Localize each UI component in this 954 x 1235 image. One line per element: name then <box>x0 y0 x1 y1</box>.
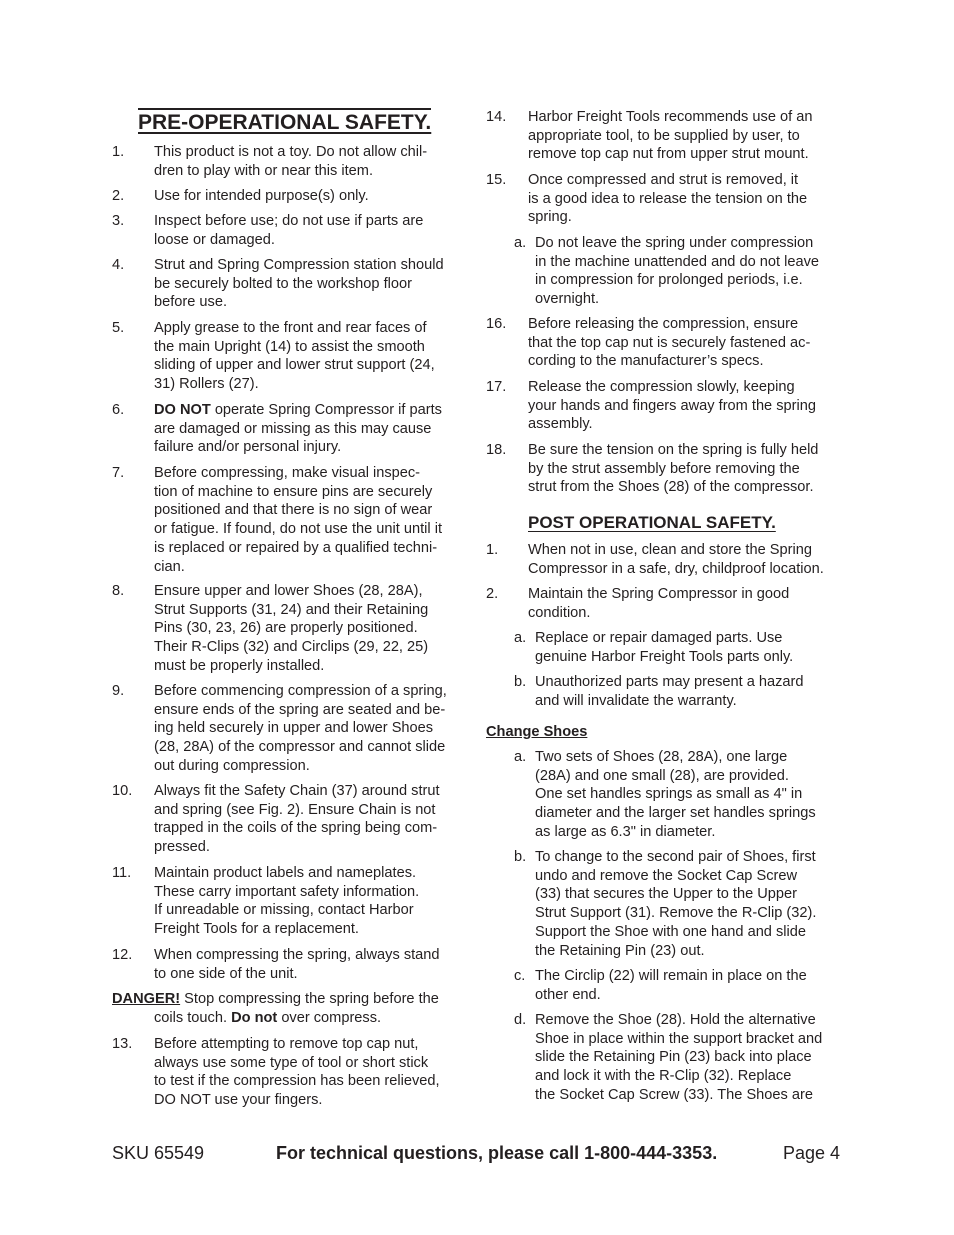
list-item <box>112 682 468 776</box>
list-item <box>486 108 844 164</box>
do-not-emphasis: DO NOT <box>154 402 211 418</box>
item-text: Be sure the tension on the spring is fully held by the strut assembly before removing the strut from the Shoes (28) of the compressor. <box>528 442 819 496</box>
sub-list-item <box>486 748 844 842</box>
item-number: 7. <box>112 465 125 481</box>
item-number: 5. <box>112 320 125 336</box>
sub-list-item <box>486 629 844 666</box>
change-shoes-heading: Change Shoes <box>486 724 588 740</box>
item-number: 3. <box>112 213 125 229</box>
danger-text: Stop compressing the spring before the <box>180 991 439 1007</box>
item-text: Maintain product labels and nameplates. These carry important safety information. If unreadable or missing, contact Harbor Freight Tools for a replacement. <box>154 865 420 938</box>
item-number: 12. <box>112 947 133 963</box>
item-number: 1. <box>486 542 499 558</box>
item-letter: c. <box>514 968 526 984</box>
item-text: Always fit the Safety Chain (37) around strut and spring (see Fig. 2). Ensure Chain is not trapped in the coils of the spring being com- pressed. <box>154 783 440 856</box>
footer-page-number: Page 4 <box>783 1143 841 1163</box>
item-text: Once compressed and strut is removed, it is a good idea to release the tension on the spring. <box>528 172 808 226</box>
item-text: When not in use, clean and store the Spring Compressor in a safe, dry, childproof location. <box>528 542 824 577</box>
item-letter: a. <box>514 630 527 646</box>
item-text: Release the compression slowly, keeping your hands and fingers away from the spring assembly. <box>528 379 816 433</box>
list-item <box>112 256 468 312</box>
item-text: Ensure upper and lower Shoes (28, 28A), Strut Supports (31, 24) and their Retaining Pins (30, 23, 26) are properly positioned. Their R-Clips (32) and Circlips (29, 22, 25) must be properly installed. <box>154 583 429 674</box>
danger-line-2 <box>154 1009 468 1028</box>
sub-list-item <box>486 234 844 309</box>
footer-sku: SKU 65549 <box>112 1143 205 1163</box>
item-number: 4. <box>112 257 125 273</box>
item-letter: a. <box>514 235 527 251</box>
list-item <box>112 782 468 857</box>
item-text: Use for intended purpose(s) only. <box>154 188 369 204</box>
item-text: Apply grease to the front and rear faces of the main Upright (14) to assist the smooth sliding of upper and lower strut support (24, 31) Rollers (27). <box>154 320 435 393</box>
item-number: 6. <box>112 402 125 418</box>
item-number: 11. <box>112 865 132 881</box>
item-text: Before compressing, make visual inspec- tion of machine to ensure pins are securely positioned and that there is no sign of wear or fatigue. If found, do not use the unit until it is replaced or repaired by a qualified techni- cian. <box>154 465 443 575</box>
list-item <box>112 187 468 206</box>
item-text: Strut and Spring Compression station should be securely bolted to the workshop floor before use. <box>154 257 444 311</box>
item-text-rest: operate Spring Compressor if parts are damaged or missing as this may cause failure and/or personal injury. <box>154 402 442 456</box>
list-item <box>112 401 468 457</box>
item-letter: a. <box>514 749 527 765</box>
item-letter: b. <box>514 674 527 690</box>
item-text: This product is not a toy. Do not allow chil- dren to play with or near this item. <box>154 144 428 179</box>
item-text: The Circlip (22) will remain in place on the other end. <box>535 968 807 1003</box>
list-item <box>112 946 468 983</box>
item-text: Maintain the Spring Compressor in good condition. <box>528 586 790 621</box>
item-number: 9. <box>112 683 125 699</box>
list-item <box>112 212 468 249</box>
do-not-emphasis: Do not <box>231 1009 278 1026</box>
item-number: 2. <box>112 188 125 204</box>
item-text: Replace or repair damaged parts. Use genuine Harbor Freight Tools parts only. <box>535 630 794 665</box>
list-item <box>486 315 844 371</box>
item-number: 1. <box>112 144 125 160</box>
item-text: Inspect before use; do not use if parts are loose or damaged. <box>154 213 424 248</box>
item-number: 8. <box>112 583 125 599</box>
sub-list-item <box>486 673 844 710</box>
item-text <box>154 401 468 457</box>
item-text: Unauthorized parts may present a hazard and will invalidate the warranty. <box>535 674 804 709</box>
item-text: Do not leave the spring under compression in the machine unattended and do not leave in compression for prolonged periods, i.e. overnight. <box>535 235 819 308</box>
item-text: Before commencing compression of a spring, ensure ends of the spring are seated and be- ing held securely in upper and lower Shoes (28, 28A) of the compressor and cannot slide out during compression. <box>154 683 447 774</box>
item-number: 10. <box>112 783 133 799</box>
item-number: 13. <box>112 1036 133 1052</box>
item-text: Harbor Freight Tools recommends use of an appropriate tool, to be supplied by user, to remove top cap nut from upper strut mount. <box>528 109 813 163</box>
danger-warning <box>112 990 468 1027</box>
footer-support-phone: For technical questions, please call 1-800-444-3353. <box>276 1143 718 1163</box>
item-text: When compressing the spring, always stand to one side of the unit. <box>154 947 440 982</box>
item-letter: b. <box>514 849 527 865</box>
item-text: Before releasing the compression, ensure that the top cap nut is securely fastened ac- cording to the manufacturer’s specs. <box>528 316 811 370</box>
item-number: 16. <box>486 316 507 332</box>
sub-list-item <box>486 848 844 960</box>
danger-line-1 <box>112 990 468 1009</box>
list-item <box>112 143 468 180</box>
danger-label: DANGER! <box>112 991 181 1007</box>
list-item <box>486 171 844 227</box>
danger-text: over compress. <box>277 1009 382 1026</box>
list-item <box>486 441 844 497</box>
item-number: 14. <box>486 109 507 125</box>
pre-operational-safety-heading: PRE-OPERATIONAL SAFETY. <box>138 111 432 134</box>
item-number: 2. <box>486 586 499 602</box>
item-text: Remove the Shoe (28). Hold the alternative Shoe in place within the support bracket and slide the Retaining Pin (23) back into place and lock it with the R-Clip (32). Replace the Socket Cap Screw (33). The Shoes are <box>535 1012 823 1103</box>
item-text: Before attempting to remove top cap nut, always use some type of tool or short stick to test if the compression has been relieved, DO NOT use your fingers. <box>154 1036 440 1109</box>
list-item <box>112 1035 468 1110</box>
list-item <box>486 378 844 434</box>
item-text: To change to the second pair of Shoes, first undo and remove the Socket Cap Screw (33) that secures the Upper to the Upper Strut Support (31). Remove the R-Clip (32). Support the Shoe with one hand and slide the Retaining Pin (23) out. <box>535 849 817 959</box>
post-operational-safety-heading: POST OPERATIONAL SAFETY. <box>528 513 776 532</box>
list-item <box>112 319 468 394</box>
item-number: 17. <box>486 379 507 395</box>
item-letter: d. <box>514 1012 527 1028</box>
item-number: 18. <box>486 442 507 458</box>
item-number: 15. <box>486 172 507 188</box>
list-item <box>486 585 844 622</box>
item-text: Two sets of Shoes (28, 28A), one large (28A) and one small (28), are provided. One set handles springs as small as 4" in diameter and the larger set handles springs as large as 6.3" in diameter. <box>535 749 816 840</box>
list-item <box>112 864 468 939</box>
danger-text: coils touch. <box>154 1009 232 1026</box>
sub-list-item <box>486 967 844 1004</box>
list-item <box>112 582 468 676</box>
sub-list-item <box>486 1011 844 1105</box>
list-item <box>112 464 468 576</box>
list-item <box>486 541 844 578</box>
